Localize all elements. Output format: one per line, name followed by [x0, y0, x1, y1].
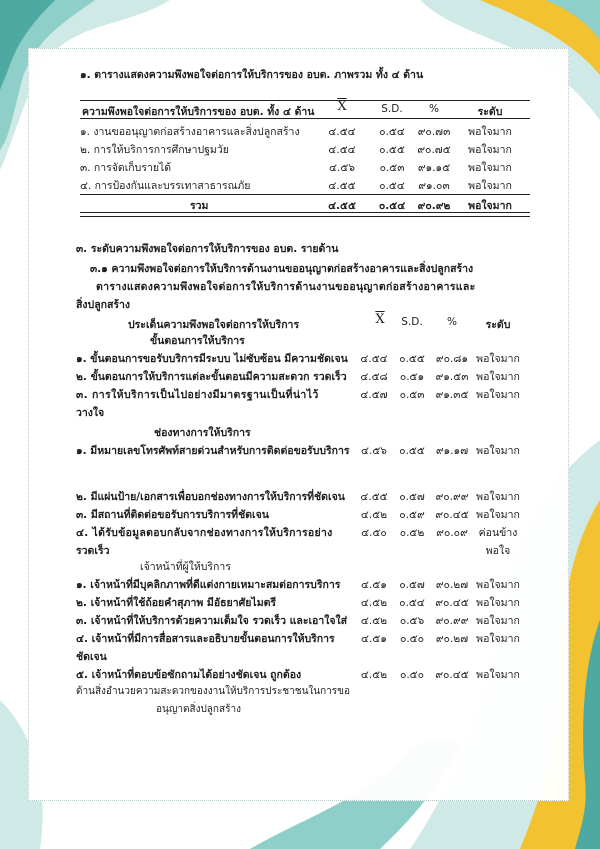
table1-row-1-mean: ๔.๕๔ [328, 126, 356, 138]
g2-row-2-label: ๒. มีแผ่นป้าย/เอกสารเพื่อบอกช่องทางการให้บริการที่ชัดเจน [76, 491, 345, 503]
table2-header-label: ประเด็นความพึงพอใจต่อการให้บริการ [128, 319, 300, 331]
g2-row-4-level: ค่อนข้าง [478, 527, 518, 539]
table1-row-3-label: ๓. การจัดเก็บรายได้ [80, 162, 172, 174]
table1-bottom-rule [80, 212, 530, 217]
g3-row-5-sd: ๐.๕๐ [399, 669, 425, 681]
g2-row-3-level: พอใจมาก [476, 509, 520, 521]
table1-row-4-sd: ๐.๕๔ [379, 180, 405, 192]
g2-row-3-mean: ๔.๕๒ [360, 509, 388, 521]
table1-row-4-label: ๔. การป้องกันและบรรเทาสาธารณภัย [80, 180, 251, 192]
table1-row-2-mean: ๔.๕๔ [328, 144, 356, 156]
g2-row-1-sd: ๐.๕๕ [399, 445, 425, 457]
g3-row-2-level: พอใจมาก [476, 597, 520, 609]
g1-row-1-sd: ๐.๕๕ [399, 353, 425, 365]
table2-caption-line2: สิ่งปลูกสร้าง [76, 299, 131, 311]
table1-total-mean: ๔.๕๕ [328, 200, 356, 212]
g2-row-1-label: ๑. มีหมายเลขโทรศัพท์สายด่วนสำหรับการติดต่อขอรับบริการ [76, 445, 350, 457]
g3-row-1-sd: ๐.๕๗ [399, 579, 425, 591]
table1-header-sd: S.D. [381, 103, 403, 115]
g2-row-4-mean: ๔.๕๐ [361, 527, 387, 539]
section3-heading: ๓. ระดับความพึงพอใจต่อการให้บริการของ อบต. รายด้าน [76, 243, 339, 255]
group1-title: ขั้นตอนการให้บริการ [150, 335, 245, 347]
table1-header-pct: % [429, 103, 439, 115]
g2-row-3-sd: ๐.๕๙ [399, 509, 425, 521]
table1-row-2-sd: ๐.๕๕ [379, 144, 405, 156]
table1-row-3-level: พอใจมาก [468, 162, 512, 174]
g2-row-4-sd: ๐.๕๒ [399, 527, 425, 539]
table2-header-level: ระดับ [485, 319, 511, 331]
g2-row-2-sd: ๐.๕๗ [399, 491, 425, 503]
table1-row-1-pct: ๙๐.๗๓ [417, 126, 451, 138]
g2-row-4-label: ๔. ได้รับข้อมูลตอบกลับจากช่องทางการให้บริการอย่าง [76, 527, 333, 539]
g3-row-1-label: ๑. เจ้าหน้าที่มีบุคลิกภาพที่ดีแต่งกายเหมาะสมต่อการบริการ [76, 579, 341, 591]
table1-row-3-pct: ๙๑.๑๕ [417, 162, 451, 174]
g3-row-5-pct: ๙๐.๔๕ [435, 669, 469, 681]
g1-row-1-mean: ๔.๕๔ [360, 353, 388, 365]
g3-row-1-level: พอใจมาก [476, 579, 520, 591]
group2-title: ช่องทางการให้บริการ [154, 427, 251, 439]
g3-row-1-mean: ๔.๕๑ [361, 579, 387, 591]
g3-row-2-sd: ๐.๕๔ [399, 597, 425, 609]
g3-row-3-mean: ๔.๕๒ [360, 615, 388, 627]
g3-row-2-pct: ๙๐.๔๕ [435, 597, 469, 609]
table2-header-mean: $\overline{X}$ [375, 312, 385, 327]
g3-row-3-sd: ๐.๕๖ [399, 615, 425, 627]
g3-row-3-level: พอใจมาก [476, 615, 520, 627]
table1-row-4-mean: ๔.๕๕ [328, 180, 356, 192]
table1-row-2-label: ๒. การให้บริการการศึกษาปฐมวัย [80, 144, 229, 156]
table1-row-4-pct: ๙๑.๐๓ [418, 180, 450, 192]
table2-header-pct: % [447, 316, 457, 328]
g2-row-4-pct: ๙๐.๐๙ [436, 527, 468, 539]
footer-line1: ด้านสิ่งอำนวยความสะดวกของงานให้บริการประชาชนในการขอ [76, 686, 351, 697]
g3-row-4-label-cont: ชัดเจน [76, 651, 107, 663]
g1-row-2-mean: ๔.๕๘ [360, 371, 388, 383]
g3-row-3-label: ๓. เจ้าหน้าที่ให้บริการด้วยความเต็มใจ รวดเร็ว และเอาใจใส่ [76, 615, 348, 627]
table1-row-2-level: พอใจมาก [468, 144, 512, 156]
g1-row-2-level: พอใจมาก [476, 371, 520, 383]
g3-row-4-label: ๔. เจ้าหน้าที่มีการสื่อสารและอธิบายขั้นตอนการให้บริการ [76, 633, 335, 645]
g3-row-5-label: ๕. เจ้าหน้าที่ตอบข้อซักถามได้อย่างชัดเจน ถูกต้อง [76, 669, 302, 681]
g1-row-1-label: ๑. ขั้นตอนการขอรับบริการมีระบบ ไม่ซับซ้อน มีความชัดเจน [76, 353, 348, 365]
g2-row-4-label-cont: รวดเร็ว [76, 545, 110, 557]
group3-title: เจ้าหน้าที่ผู้ให้บริการ [140, 561, 231, 573]
g1-row-2-label: ๒. ขั้นตอนการให้บริการแต่ละขั้นตอนมีความสะดวก รวดเร็ว [76, 371, 347, 383]
g1-row-3-sd: ๐.๕๓ [399, 389, 425, 401]
g1-row-3-label-cont: วางใจ [76, 407, 105, 419]
g3-row-5-mean: ๔.๕๒ [360, 669, 388, 681]
table1-row-3-sd: ๐.๕๓ [379, 162, 405, 174]
g2-row-4-level-cont: พอใจ [485, 545, 511, 557]
g2-row-1-level: พอใจมาก [476, 445, 520, 457]
table2-caption-line1: ตารางแสดงความพึงพอใจต่อการให้บริการด้านงานขออนุญาตก่อสร้างอาคารและ [96, 281, 476, 293]
g1-row-3-mean: ๔.๕๗ [360, 389, 388, 401]
table1-row-1-sd: ๐.๕๔ [379, 126, 405, 138]
g2-row-3-pct: ๙๐.๔๕ [435, 509, 469, 521]
table2-header-sd: S.D. [401, 316, 423, 328]
table1-row-2-pct: ๙๐.๗๕ [417, 144, 451, 156]
g1-row-3-level: พอใจมาก [476, 389, 520, 401]
table1-total-label: รวม [190, 200, 209, 212]
table1-title: ๑. ตารางแสดงความพึงพอใจต่อการให้บริการของ อบต. ภาพรวม ทั้ง ๔ ด้าน [80, 69, 424, 81]
g1-row-2-pct: ๙๑.๕๓ [435, 371, 469, 383]
table1-row-1-label: ๑. งานขออนุญาตก่อสร้างอาคารและสิ่งปลูกสร้าง [80, 126, 300, 138]
table1-total-sd: ๐.๕๔ [378, 200, 406, 212]
g3-row-3-pct: ๙๐.๙๙ [435, 615, 469, 627]
g1-row-3-pct: ๙๑.๓๕ [435, 389, 469, 401]
g2-row-2-mean: ๔.๕๕ [360, 491, 388, 503]
g1-row-3-label: ๓. การให้บริการเป็นไปอย่างมีมาตรฐานเป็นที่น่าไว้ [76, 389, 319, 401]
section3-subheading: ๓.๑ ความพึงพอใจต่อการให้บริการด้านงานขออนุญาตก่อสร้างอาคารและสิ่งปลูกสร้าง [90, 263, 474, 275]
g2-row-1-pct: ๙๑.๑๗ [435, 445, 469, 457]
g3-row-4-level: พอใจมาก [476, 633, 520, 645]
g3-row-4-pct: ๙๐.๒๗ [435, 633, 469, 645]
g3-row-5-level: พอใจมาก [476, 669, 520, 681]
table1-top-rule [80, 100, 530, 101]
table1-row-4-level: พอใจมาก [468, 180, 512, 192]
table1-header-rule [80, 118, 530, 119]
g1-row-2-sd: ๐.๕๑ [399, 371, 425, 383]
table1-header-mean: $\overline{X}$ [337, 99, 347, 114]
table1-row-1-level: พอใจมาก [468, 126, 512, 138]
footer-line2: อนุญาตสิ่งปลูกสร้าง [156, 704, 241, 715]
table1-row-3-mean: ๔.๕๖ [329, 162, 355, 174]
table1-header-label: ความพึงพอใจต่อการให้บริการของ อบต. ทั้ง ๔ ด้าน [82, 106, 315, 118]
table1-header-level: ระดับ [477, 106, 503, 118]
g1-row-1-level: พอใจมาก [476, 353, 520, 365]
table1-total-rule [80, 194, 530, 195]
g3-row-1-pct: ๙๐.๒๗ [435, 579, 469, 591]
g3-row-4-mean: ๔.๕๑ [361, 633, 387, 645]
g3-row-2-label: ๒. เจ้าหน้าที่ใช้ถ้อยคำสุภาพ มีอัธยาศัยไมตรี [76, 597, 277, 609]
g3-row-4-sd: ๐.๕๐ [399, 633, 425, 645]
table1-total-pct: ๙๐.๙๒ [417, 200, 451, 212]
g3-row-2-mean: ๔.๕๒ [360, 597, 388, 609]
g1-row-1-pct: ๙๐.๘๑ [435, 353, 469, 365]
g2-row-2-level: พอใจมาก [476, 491, 520, 503]
g2-row-3-label: ๓. มีสถานที่ติดต่อขอรับการบริการที่ชัดเจน [76, 509, 269, 521]
g2-row-2-pct: ๙๐.๙๙ [435, 491, 469, 503]
table1-total-level: พอใจมาก [468, 200, 512, 212]
g2-row-1-mean: ๔.๕๖ [361, 445, 387, 457]
